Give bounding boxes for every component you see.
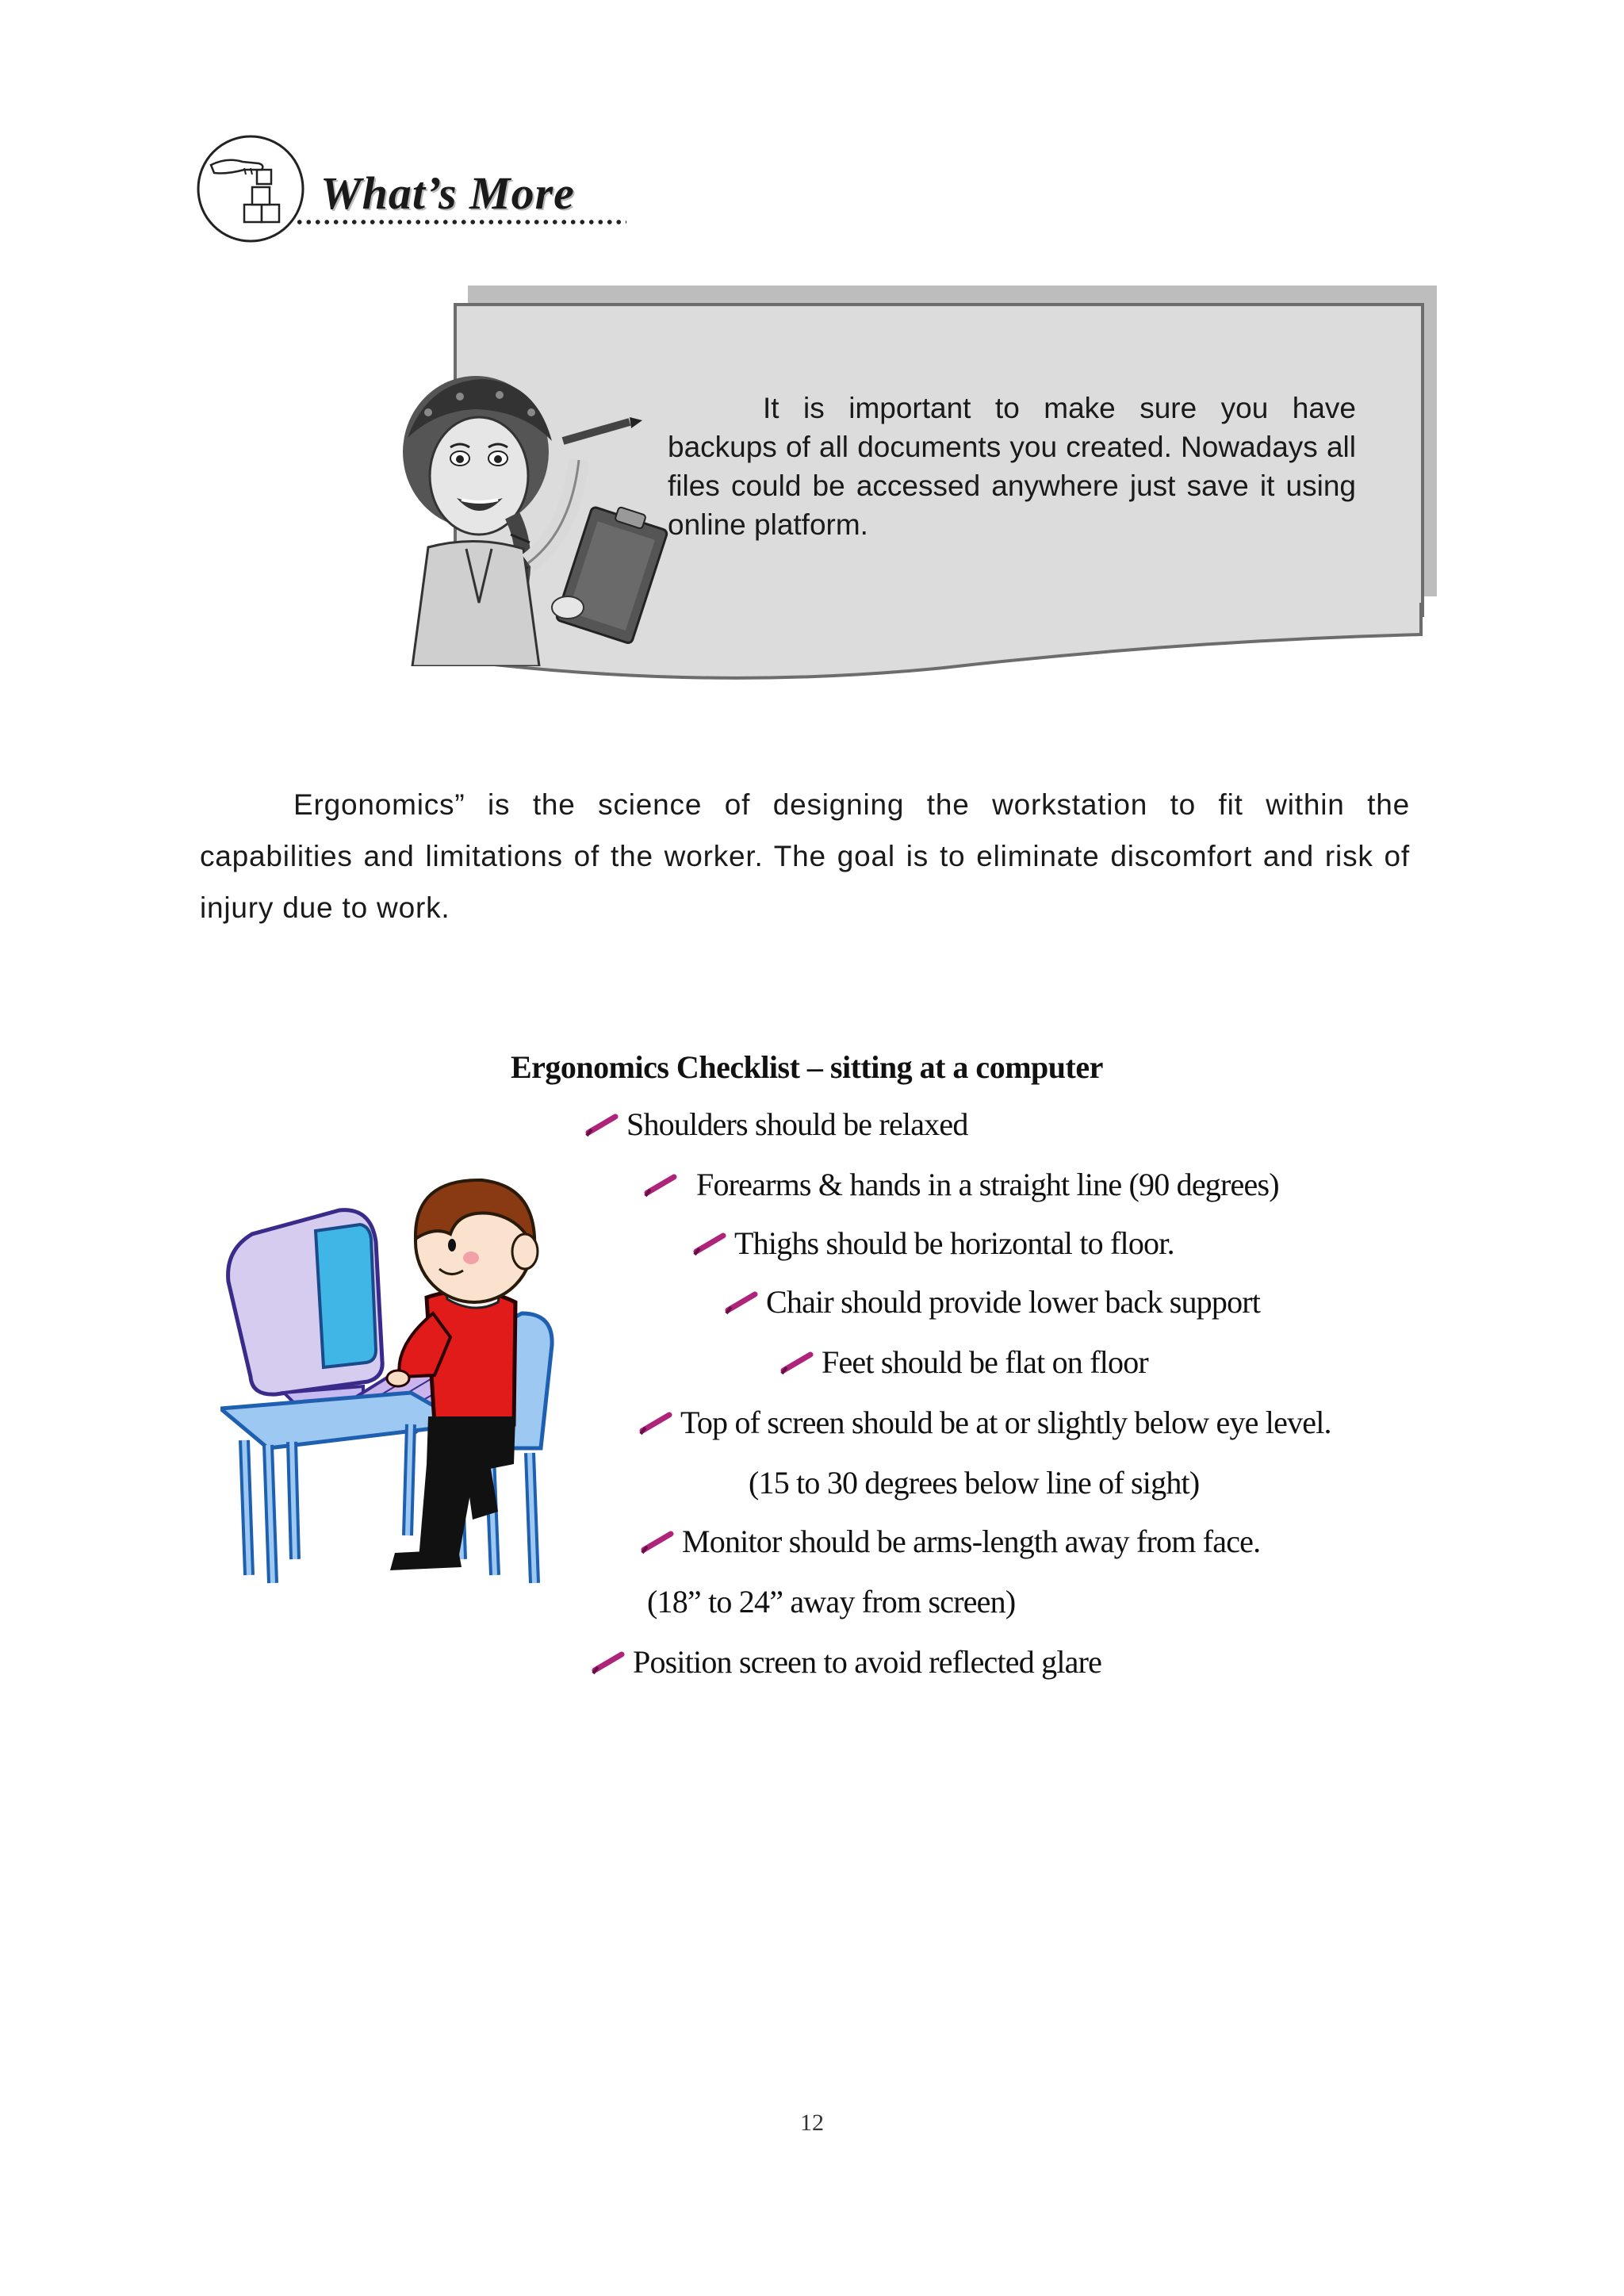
checklist-item-text: Top of screen should be at or slightly below eye level. (680, 1405, 1331, 1440)
checklist-item-text: Position screen to avoid reflected glare (633, 1644, 1102, 1680)
callout-text: It is important to make sure you have backups of all documents you created. Nowadays all files could be accessed anywhere just save it using online platform. (668, 392, 1356, 541)
pencil-check-icon (592, 1651, 626, 1675)
pencil-check-icon (693, 1232, 728, 1256)
pencil-check-icon (585, 1114, 620, 1137)
checklist-item-text: Forearms & hands in a straight line (90 degrees) (696, 1167, 1279, 1202)
girl-with-clipboard-illustration (373, 365, 674, 666)
checklist-item (641, 1523, 1260, 1560)
pencil-check-icon (641, 1531, 676, 1554)
pencil-check-icon (639, 1412, 674, 1435)
checklist-item (693, 1225, 1174, 1262)
checklist-item-text: Feet should be flat on floor (822, 1344, 1148, 1380)
pencil-check-icon (725, 1291, 760, 1315)
page-number: 12 (800, 2110, 824, 2136)
checklist-item-text: Monitor should be arms-length away from face. (682, 1524, 1261, 1559)
ergonomics-definition-paragraph: Ergonomics” is the science of designing the workstation to fit within the capabilities and limitations of the worker. The goal is to eliminate discomfort and risk of injury due to work. (200, 788, 1410, 924)
checklist-item (725, 1283, 1260, 1320)
checklist-item (592, 1643, 1101, 1681)
checklist-subnote (647, 1583, 1015, 1620)
section-title: What’s More (320, 167, 575, 219)
checklist-item (644, 1166, 1279, 1203)
checklist-title: Ergonomics Checklist – sitting at a computer (511, 1049, 1103, 1085)
hand-stacking-blocks-icon (195, 133, 306, 244)
checklist-item-text: (18” to 24” away from screen) (647, 1584, 1016, 1619)
checklist-item-text: Chair should provide lower back support (766, 1284, 1261, 1320)
dotted-underline (295, 219, 626, 225)
checklist-item-text: Thighs should be horizontal to floor. (734, 1225, 1174, 1261)
checklist-item (780, 1343, 1148, 1381)
pencil-check-icon (780, 1351, 815, 1375)
boy-at-computer-illustration (220, 1163, 569, 1591)
pencil-check-icon (644, 1174, 679, 1198)
checklist-item-text: Shoulders should be relaxed (626, 1106, 968, 1142)
checklist-item-text: (15 to 30 degrees below line of sight) (749, 1465, 1200, 1501)
checklist-item (585, 1106, 968, 1143)
checklist-item (639, 1404, 1331, 1441)
checklist-subnote (749, 1464, 1199, 1501)
